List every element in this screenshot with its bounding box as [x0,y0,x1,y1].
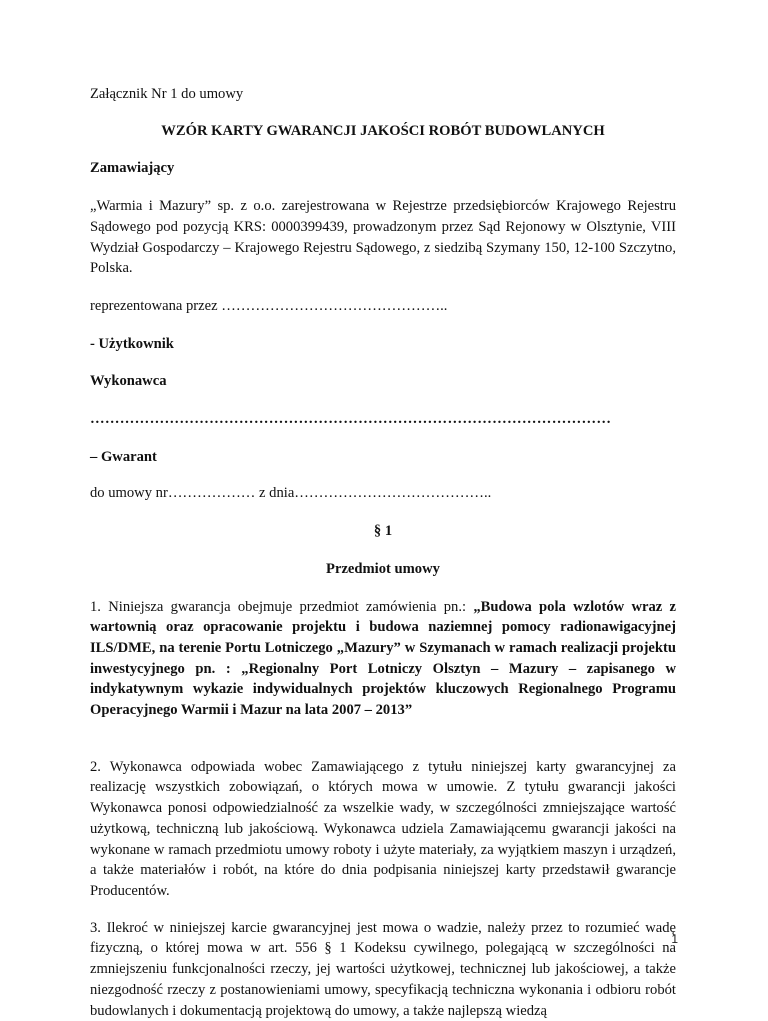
document-body [90,84,676,1021]
contractor-label: Wykonawca [90,373,167,390]
paragraph-1-subject: „Budowa pola wzlotów wraz z wartownią oraz opracowanie projektu i budowa naziemnej pomocy radionawigacyjnej ILS/DME, na terenie Portu Lotniczego „Mazury” w Szymanach w ramach realizacji projektu inwestycyjnego pn. : „Regionalny Port Lotniczy Olsztyn – Mazury – zapisanego w indykatywnym wykazie indywidualnych projektów kluczowych Regionalnego Programu Operacyjnego Warmii i Mazur na lata 2007 – 2013” [90,598,677,719]
attachment-note: Załącznik Nr 1 do umowy [90,86,244,102]
paragraph-3: 3. Ilekroć w niniejszej karcie gwarancyjnej jest mowa o wadzie, należy przez to rozumieć wadę fizyczną, o której mowa w art. 556 § 1 Kodeksu cywilnego, polegającą w szczególności na zmniejszeniu funkcjonalności rzeczy, jej wartości użytkowej, technicznej lub jakościowej, a także niezgodność rzeczy z postanowieniami umowy, specyfikacją techniczna wykonania i odbioru robót budowlanych i dokumentacją projektową do umowy, a także najlepszą wiedzą [90,919,676,1019]
section-title: Przedmiot umowy [326,560,440,577]
guarantor-role-label: – Gwarant [90,448,157,465]
paragraph-1 [90,597,676,721]
client-description: „Warmia i Mazury” sp. z o.o. zarejestrowana w Rejestrze przedsiębiorców Krajowego Rejestru Sądowego pod pozycją KRS: 0000399439, prowadzonym przez Sąd Rejonowy w Olsztynie, VIII Wydział Gospodarczy – Krajowego Rejestru Sądowego, z siedzibą Szymany 150, 12-100 Szczytno, Polska. [90,198,676,277]
user-role-label: - Użytkownik [90,335,174,352]
client-label: Zamawiający [90,160,175,177]
paragraph-2: 2. Wykonawca odpowiada wobec Zamawiającego z tytułu niniejszej karty gwarancyjnej za realizację wszystkich zobowiązań, o których mowa w umowie. Z tytułu gwarancji jakości Wykonawca ponosi odpowiedzialność za wszelkie wady, w szczególności zmniejszające wartość użytkową, techniczną lub jakościową. Wykonawca udziela Zamawiającemu gwarancji jakości na wykonane w ramach przedmiotu umowy roboty i użyte materiały, za wyjątkiem maszyn i urządzeń, a także materiałów i robót, na które do dnia podpisania niniejszej karty przedstawił gwarancje Producentów. [90,758,676,899]
page-number: 1 [671,932,678,946]
paragraph-1-intro: 1. Niniejsza gwarancja obejmuje przedmiot zamówienia pn.: [90,598,474,615]
contractor-blank-line: …………………………………………………………………………………………… [90,411,612,428]
agreement-reference-line: do umowy nr……………… z dnia………………………………….. [90,485,492,502]
section-number: § 1 [373,523,393,540]
represented-by-line: reprezentowana przez ……………………………………….. [90,297,448,314]
document-title: WZÓR KARTY GWARANCJI JAKOŚCI ROBÓT BUDOWLANYCH [161,122,605,139]
